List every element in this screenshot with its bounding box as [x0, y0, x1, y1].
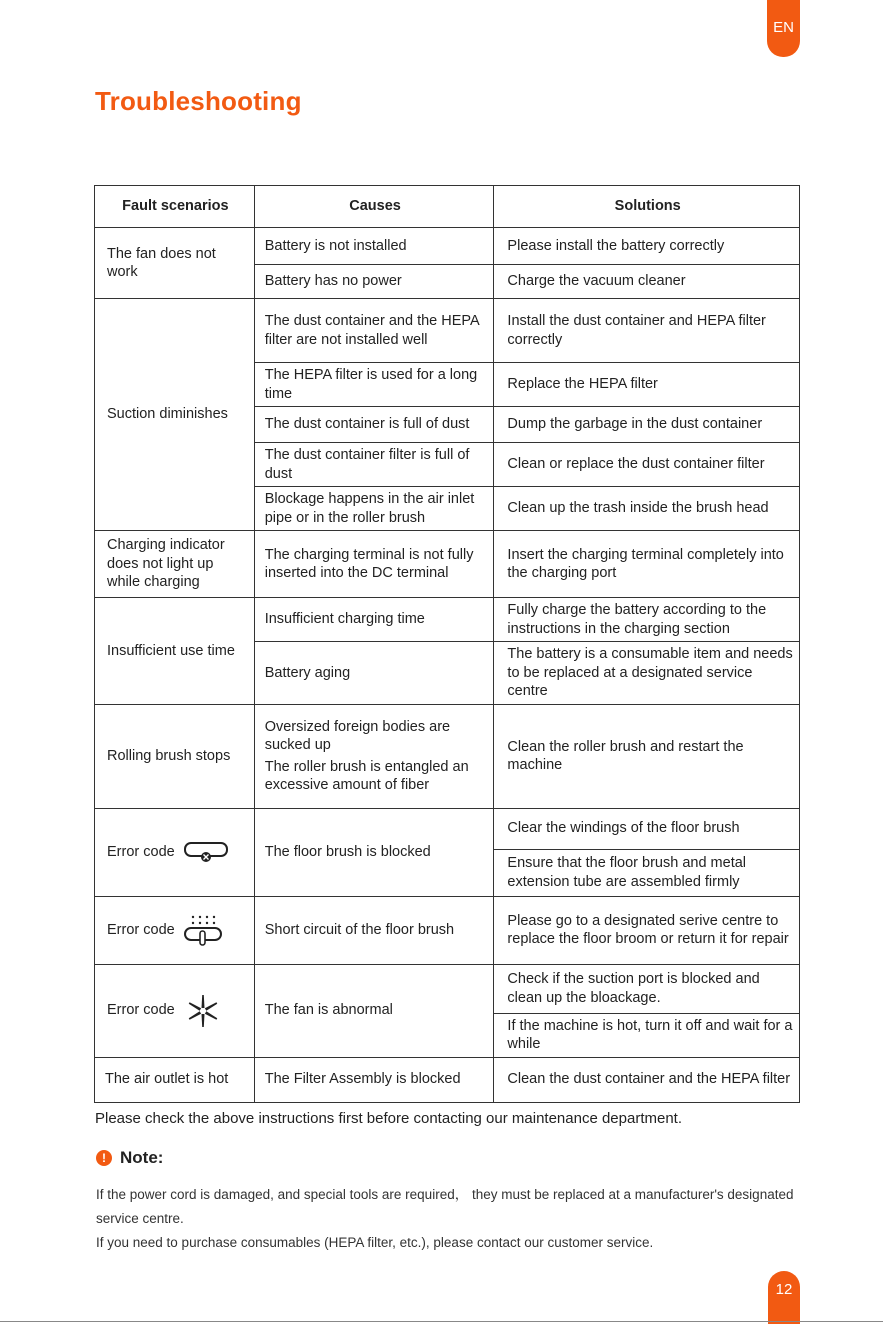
table-row — [95, 531, 800, 598]
solution-cell: Please install the battery correctly — [494, 228, 800, 265]
troubleshooting-table — [94, 185, 800, 1103]
solution-cell: Dump the garbage in the dust container — [494, 407, 800, 443]
table-row — [95, 1057, 800, 1102]
cause-cell: Battery aging — [254, 642, 494, 705]
solution-cell: Clean up the trash inside the brush head — [494, 487, 800, 531]
fault-cell: The fan does not work — [95, 228, 255, 299]
fault-cell — [95, 896, 255, 964]
table-row — [95, 299, 800, 363]
cause-cell: The fan is abnormal — [254, 964, 494, 1057]
solution-cell: Fully charge the battery according to the instructions in the charging section — [494, 598, 800, 642]
bottom-rule — [0, 1321, 883, 1322]
solution-cell: Clear the windings of the floor brush — [494, 808, 800, 849]
cause-cell: The Filter Assembly is blocked — [254, 1057, 494, 1102]
note-body — [96, 1183, 796, 1255]
cause-cell: The floor brush is blocked — [254, 808, 494, 896]
language-tab: EN — [767, 0, 800, 57]
note-line: If the power cord is damaged, and special tools are required， they must be replaced at a manufacturer's designated service centre. — [96, 1187, 794, 1226]
cause-cell: Battery is not installed — [254, 228, 494, 265]
table-row — [95, 228, 800, 265]
cause-cell: The HEPA filter is used for a long time — [254, 363, 494, 407]
solution-cell: The battery is a consumable item and needs to be replaced at a designated service centre — [494, 642, 800, 705]
cause-cell: Blockage happens in the air inlet pipe or in the roller brush — [254, 487, 494, 531]
cause-cell: The charging terminal is not fully inserted into the DC terminal — [254, 531, 494, 598]
header-fault-scenarios: Fault scenarios — [95, 186, 255, 228]
table-row — [95, 598, 800, 642]
solution-cell: Install the dust container and HEPA filter correctly — [494, 299, 800, 363]
cause-cell: The dust container and the HEPA filter are not installed well — [254, 299, 494, 363]
page-number: 12 — [768, 1271, 800, 1324]
header-solutions: Solutions — [494, 186, 800, 228]
fault-cell — [95, 808, 255, 896]
table-row — [95, 808, 800, 849]
fault-cell — [95, 964, 255, 1057]
table-row — [95, 964, 800, 1013]
fan-abnormal-icon — [183, 991, 223, 1031]
cause-cell: The dust container filter is full of dust — [254, 443, 494, 487]
cause-cell: Short circuit of the floor brush — [254, 896, 494, 964]
error-code-label: Error code — [107, 843, 175, 860]
note-label: Note: — [120, 1148, 164, 1167]
note-heading — [96, 1148, 163, 1168]
cause-line: Oversized foreign bodies are sucked up — [264, 718, 451, 753]
table-row — [95, 704, 800, 808]
solution-cell: Insert the charging terminal completely into the charging port — [494, 531, 800, 598]
solution-cell: Check if the suction port is blocked and clean up the bloackage. — [494, 964, 800, 1013]
cause-cell: Insufficient charging time — [254, 598, 494, 642]
exclamation-icon: ! — [96, 1150, 112, 1166]
solution-cell: Charge the vacuum cleaner — [494, 265, 800, 299]
cause-cell: Battery has no power — [254, 265, 494, 299]
cause-cell: The dust container is full of dust — [254, 407, 494, 443]
fault-cell: Insufficient use time — [95, 598, 255, 705]
solution-cell: Replace the HEPA filter — [494, 363, 800, 407]
note-line: If you need to purchase consumables (HEPA filter, etc.), please contact our customer service. — [96, 1235, 654, 1250]
fault-cell: Charging indicator does not light up while charging — [95, 531, 255, 598]
solution-cell: Clean the roller brush and restart the machine — [494, 704, 800, 808]
cause-cell — [254, 704, 494, 808]
solution-cell: Clean or replace the dust container filter — [494, 443, 800, 487]
fault-cell: The air outlet is hot — [95, 1057, 255, 1102]
table-header-row — [95, 186, 800, 228]
error-code-label: Error code — [107, 1002, 175, 1019]
floor-brush-short-circuit-icon — [183, 913, 223, 947]
solution-cell: Please go to a designated serive centre to replace the floor broom or return it for repair — [494, 896, 800, 964]
cause-line: The roller brush is entangled an excessive amount of fiber — [264, 758, 469, 793]
table-row — [95, 896, 800, 964]
solution-cell: Clean the dust container and the HEPA filter — [494, 1057, 800, 1102]
contact-notice: Please check the above instructions first before contacting our maintenance department. — [95, 1110, 682, 1127]
page-title: Troubleshooting — [95, 86, 302, 116]
solution-cell: Ensure that the floor brush and metal extension tube are assembled firmly — [494, 849, 800, 896]
fault-cell: Suction diminishes — [95, 299, 255, 531]
header-causes: Causes — [254, 186, 494, 228]
error-code-label: Error code — [107, 921, 175, 938]
fault-cell: Rolling brush stops — [95, 704, 255, 808]
solution-cell: If the machine is hot, turn it off and wait for a while — [494, 1013, 800, 1057]
floor-brush-blocked-icon — [183, 839, 229, 865]
